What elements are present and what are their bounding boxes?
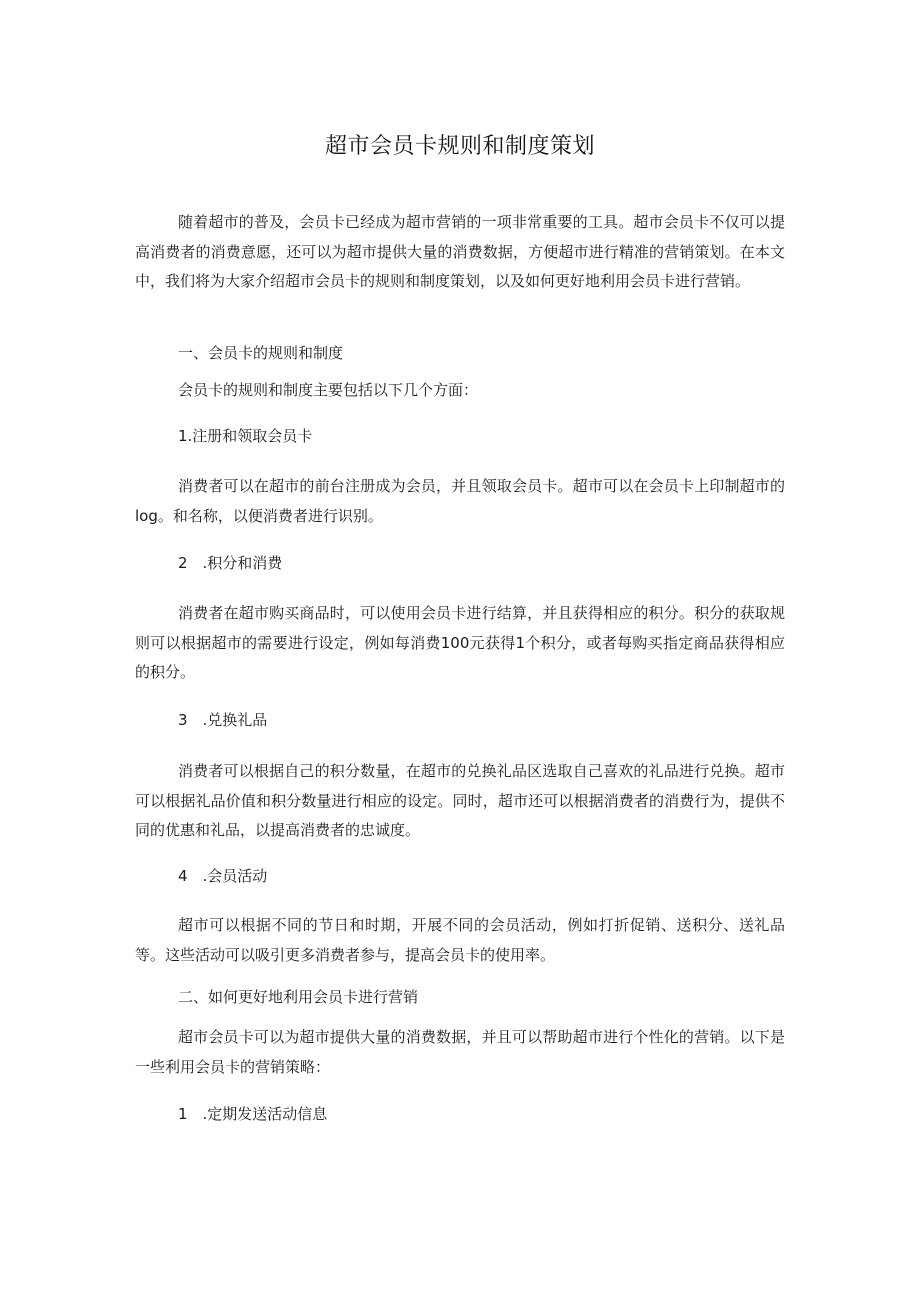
intro-paragraph: 随着超市的普及，会员卡已经成为超市营销的一项非常重要的工具。超市会员卡不仅可以提高消费者的消费意愿，还可以为超市提供大量的消费数据，方便超市进行精准的营销策划。在本文中，我们将为大家介绍超市会员卡的规则和制度策划，以及如何更好地利用会员卡进行营销。 xyxy=(135,213,785,290)
section-2-heading: 二、如何更好地利用会员卡进行营销 xyxy=(178,988,419,1006)
item-2-paragraph: 消费者在超市购买商品时，可以使用会员卡进行结算，并且获得相应的积分。积分的获取规则可以根据超市的需要进行设定，例如每消费100元获得1个积分，或者每购买指定商品获得相应的积分。 xyxy=(135,604,785,681)
item-4-heading: 4 .会员活动 xyxy=(178,867,268,885)
item-1-heading: 1.注册和领取会员卡 xyxy=(178,427,313,445)
item-4-paragraph: 超市可以根据不同的节日和时期，开展不同的会员活动，例如打折促销、送积分、送礼品等。这些活动可以吸引更多消费者参与，提高会员卡的使用率。 xyxy=(135,916,785,964)
document-title: 超市会员卡规则和制度策划 xyxy=(324,134,595,159)
section-1-lead: 会员卡的规则和制度主要包括以下几个方面： xyxy=(178,381,479,399)
item-2-heading: 2 .积分和消费 xyxy=(178,554,283,572)
section-2-lead: 超市会员卡可以为超市提供大量的消费数据，并且可以帮助超市进行个性化的营销。以下是一些利用会员卡的营销策略： xyxy=(135,1028,785,1076)
section-1-heading: 一、会员卡的规则和制度 xyxy=(178,344,344,362)
strategy-1-heading: 1 .定期发送活动信息 xyxy=(178,1105,328,1123)
item-3-heading: 3 .兑换礼品 xyxy=(178,711,268,729)
item-3-paragraph: 消费者可以根据自己的积分数量，在超市的兑换礼品区选取自己喜欢的礼品进行兑换。超市可以根据礼品价值和积分数量进行相应的设定。同时，超市还可以根据消费者的消费行为，提供不同的优惠和礼品，以提高消费者的忠诚度。 xyxy=(135,762,785,839)
item-1-paragraph: 消费者可以在超市的前台注册成为会员，并且领取会员卡。超市可以在会员卡上印制超市的log。和名称，以便消费者进行识别。 xyxy=(135,477,785,525)
